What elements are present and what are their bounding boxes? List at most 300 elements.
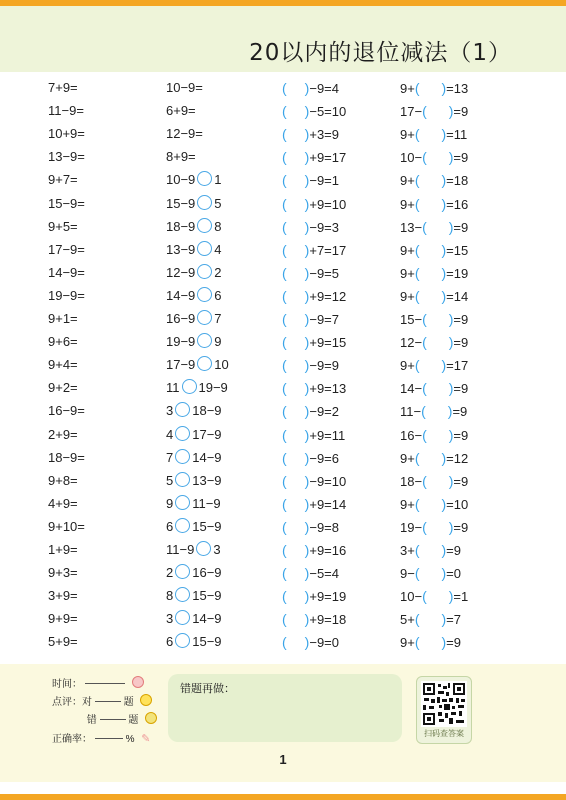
expression-col1: 9+9= bbox=[48, 611, 78, 626]
exercise-row bbox=[0, 147, 566, 167]
comparison-left: 17−9 bbox=[166, 357, 196, 372]
equation-tail: )−9=0 bbox=[304, 634, 339, 650]
expression-col2 bbox=[166, 170, 222, 190]
comparison-left: 5 bbox=[166, 473, 174, 488]
exercise-row bbox=[0, 632, 566, 652]
accuracy-line bbox=[52, 730, 157, 748]
review-right-line bbox=[52, 694, 157, 712]
expression-col1: 1+9= bbox=[48, 542, 78, 557]
expression-col1: 14−9= bbox=[48, 265, 85, 280]
expression-col2 bbox=[166, 425, 222, 445]
expression-col3 bbox=[282, 217, 339, 238]
compare-circle-blank[interactable] bbox=[175, 426, 190, 441]
expression-col4 bbox=[400, 286, 468, 307]
equation-tail: )=9 bbox=[448, 334, 469, 350]
equation-head: 12−( bbox=[400, 334, 427, 350]
equation-head: 9+( bbox=[400, 242, 420, 258]
comparison-left: 12−9 bbox=[166, 265, 196, 280]
equation-tail: )+9=16 bbox=[304, 542, 347, 558]
compare-circle-blank[interactable] bbox=[175, 610, 190, 625]
expression-col1: 9+2= bbox=[48, 380, 78, 395]
comparison-right: 10 bbox=[214, 357, 229, 372]
expression-col3 bbox=[282, 632, 339, 653]
exercise-row bbox=[0, 609, 566, 629]
exercise-row bbox=[0, 563, 566, 583]
answer-blank[interactable]: ( bbox=[282, 473, 287, 489]
answer-blank[interactable]: ( bbox=[282, 450, 287, 466]
equation-tail: )+3=9 bbox=[304, 126, 339, 142]
answer-blank[interactable]: ( bbox=[282, 634, 287, 650]
expression-col3 bbox=[282, 609, 346, 630]
equation-tail: )=9 bbox=[448, 427, 469, 443]
equation-tail: )=10 bbox=[441, 496, 469, 512]
expression-col2 bbox=[166, 101, 196, 121]
exercise-row bbox=[0, 263, 566, 283]
compare-circle-blank[interactable] bbox=[175, 518, 190, 533]
comparison-left: 18−9 bbox=[166, 219, 196, 234]
comparison-left: 11 bbox=[166, 380, 180, 395]
page-number: 1 bbox=[279, 752, 287, 767]
equation-tail: )+9=10 bbox=[304, 196, 347, 212]
compare-circle-blank[interactable] bbox=[197, 333, 212, 348]
expression-col4 bbox=[400, 471, 468, 492]
equation-head: 18−( bbox=[400, 473, 427, 489]
equation-tail: )−9=10 bbox=[304, 473, 347, 489]
equation-head: 19−( bbox=[400, 519, 427, 535]
expression-col2 bbox=[166, 632, 222, 652]
expression-col2 bbox=[166, 147, 196, 167]
expression-col3 bbox=[282, 240, 346, 261]
expression-col4 bbox=[400, 263, 468, 284]
equation-tail: )+9=11 bbox=[304, 427, 346, 443]
equation-tail: )−9=4 bbox=[304, 80, 339, 96]
expression-col3 bbox=[282, 309, 339, 330]
comparison-left: 12−9= bbox=[166, 126, 203, 141]
expression-col2 bbox=[166, 194, 222, 214]
compare-circle-blank[interactable] bbox=[175, 449, 190, 464]
answer-blank[interactable]: ( bbox=[282, 403, 287, 419]
answer-blank[interactable]: ( bbox=[282, 427, 287, 443]
compare-circle-blank[interactable] bbox=[175, 402, 190, 417]
review-wrong-line bbox=[52, 712, 157, 730]
answer-blank[interactable]: ( bbox=[282, 149, 287, 165]
equation-tail: )=1 bbox=[448, 588, 469, 604]
equation-head: 5+( bbox=[400, 611, 420, 627]
exercise-row bbox=[0, 378, 566, 398]
equation-tail: )=9 bbox=[448, 380, 469, 396]
time-blank[interactable] bbox=[85, 682, 125, 684]
comparison-left: 10−9 bbox=[166, 172, 196, 187]
equation-tail: )=7 bbox=[441, 611, 461, 627]
equation-head: 9+( bbox=[400, 172, 420, 188]
expression-col3 bbox=[282, 332, 346, 353]
expression-col1: 9+6= bbox=[48, 334, 78, 349]
exercise-row bbox=[0, 471, 566, 491]
expression-col3 bbox=[282, 101, 346, 122]
expression-col3 bbox=[282, 448, 339, 469]
compare-circle-blank[interactable] bbox=[197, 195, 212, 210]
expression-col2 bbox=[166, 448, 222, 468]
compare-circle-blank[interactable] bbox=[196, 541, 211, 556]
equation-head: 9+( bbox=[400, 126, 420, 142]
smile-icon bbox=[140, 694, 152, 706]
comparison-left: 4 bbox=[166, 427, 174, 442]
equation-head: 17−( bbox=[400, 103, 427, 119]
equation-head: 9+( bbox=[400, 265, 420, 281]
stats-block bbox=[52, 676, 157, 748]
equation-tail: )+9=19 bbox=[304, 588, 347, 604]
equation-tail: )=13 bbox=[441, 80, 469, 96]
sad-face-icon bbox=[145, 712, 157, 724]
equation-tail: )−5=10 bbox=[304, 103, 347, 119]
expression-col2 bbox=[166, 263, 222, 283]
equation-head: 16−( bbox=[400, 427, 427, 443]
equation-tail: )=9 bbox=[447, 403, 468, 419]
equation-tail: )=0 bbox=[441, 565, 461, 581]
compare-circle-blank[interactable] bbox=[197, 287, 212, 302]
expression-col1: 9+4= bbox=[48, 357, 78, 372]
expression-col2 bbox=[166, 563, 222, 583]
expression-col4 bbox=[400, 147, 468, 168]
expression-col1: 7+9= bbox=[48, 80, 78, 95]
equation-tail: )=14 bbox=[441, 288, 469, 304]
expression-col2 bbox=[166, 586, 222, 606]
expression-col4 bbox=[400, 401, 467, 422]
expression-col3 bbox=[282, 170, 339, 191]
equation-tail: )=9 bbox=[448, 149, 469, 165]
expression-col4 bbox=[400, 563, 461, 584]
expression-col4 bbox=[400, 240, 468, 261]
expression-col3 bbox=[282, 563, 339, 584]
expression-col3 bbox=[282, 471, 346, 492]
answer-blank[interactable]: ( bbox=[282, 126, 287, 142]
equation-head: 15−( bbox=[400, 311, 427, 327]
equation-head: 9+( bbox=[400, 80, 420, 96]
expression-col4 bbox=[400, 332, 468, 353]
expression-col4 bbox=[400, 101, 468, 122]
compare-circle-blank[interactable] bbox=[197, 171, 212, 186]
wrong-unit: 题 bbox=[128, 715, 139, 726]
equation-head: 10−( bbox=[400, 149, 427, 165]
exercise-row bbox=[0, 217, 566, 237]
answer-blank[interactable]: ( bbox=[282, 80, 287, 96]
expression-col1: 4+9= bbox=[48, 496, 78, 511]
exercise-row bbox=[0, 517, 566, 537]
expression-col2 bbox=[166, 540, 221, 560]
expression-col2 bbox=[166, 609, 222, 629]
expression-col2 bbox=[166, 471, 222, 491]
comparison-left: 8 bbox=[166, 588, 174, 603]
answer-blank[interactable]: ( bbox=[282, 611, 287, 627]
expression-col2 bbox=[166, 286, 222, 306]
comparison-right: 13−9 bbox=[192, 473, 222, 488]
expression-col1: 15−9= bbox=[48, 196, 85, 211]
bottom-orange-bar bbox=[0, 794, 566, 800]
answer-blank[interactable]: ( bbox=[282, 172, 287, 188]
expression-col4 bbox=[400, 194, 468, 215]
comparison-right: 1 bbox=[214, 172, 222, 187]
equation-head: 9−( bbox=[400, 565, 420, 581]
equation-head: 9+( bbox=[400, 496, 420, 512]
expression-col1: 19−9= bbox=[48, 288, 85, 303]
expression-col1: 3+9= bbox=[48, 588, 78, 603]
answer-blank[interactable]: ( bbox=[282, 519, 287, 535]
answer-blank[interactable]: ( bbox=[282, 311, 287, 327]
expression-col2 bbox=[166, 240, 222, 260]
equation-head: 9+( bbox=[400, 288, 420, 304]
compare-circle-blank[interactable] bbox=[175, 633, 190, 648]
compare-circle-blank[interactable] bbox=[197, 218, 212, 233]
exercise-row bbox=[0, 540, 566, 560]
expression-col1: 16−9= bbox=[48, 403, 85, 418]
equation-tail: )=9 bbox=[441, 542, 461, 558]
comparison-right: 8 bbox=[214, 219, 222, 234]
equation-tail: )−5=4 bbox=[304, 565, 339, 581]
exercise-row bbox=[0, 494, 566, 514]
qr-code-box[interactable] bbox=[416, 676, 472, 744]
expression-col4 bbox=[400, 217, 468, 238]
equation-tail: )+9=18 bbox=[304, 611, 347, 627]
expression-col3 bbox=[282, 494, 346, 515]
equation-tail: )+9=13 bbox=[304, 380, 347, 396]
equation-tail: )+7=17 bbox=[304, 242, 347, 258]
equation-head: 3+( bbox=[400, 542, 420, 558]
equation-head: 9+( bbox=[400, 450, 420, 466]
expression-col1: 9+10= bbox=[48, 519, 85, 534]
comparison-right: 11−9 bbox=[192, 496, 221, 511]
equation-tail: )−9=8 bbox=[304, 519, 339, 535]
redo-label: 错题再做： bbox=[180, 683, 235, 695]
comparison-right: 15−9 bbox=[192, 519, 222, 534]
comparison-right: 14−9 bbox=[192, 450, 222, 465]
comparison-left: 3 bbox=[166, 403, 174, 418]
equation-tail: )+9=15 bbox=[304, 334, 347, 350]
wrong-label: 错 bbox=[86, 715, 97, 726]
comparison-left: 13−9 bbox=[166, 242, 196, 257]
comparison-right: 19−9 bbox=[198, 380, 228, 395]
expression-col3 bbox=[282, 355, 339, 376]
expression-col3 bbox=[282, 517, 339, 538]
expression-col3 bbox=[282, 286, 346, 307]
expression-col2 bbox=[166, 494, 221, 514]
answer-blank[interactable]: ( bbox=[282, 265, 287, 281]
exercise-row bbox=[0, 240, 566, 260]
expression-col2 bbox=[166, 517, 222, 537]
qr-code-icon bbox=[421, 681, 467, 727]
comparison-right: 16−9 bbox=[192, 565, 222, 580]
equation-tail: )−9=5 bbox=[304, 265, 339, 281]
footer-panel bbox=[0, 664, 566, 782]
expression-col1: 9+5= bbox=[48, 219, 78, 234]
expression-col3 bbox=[282, 586, 346, 607]
equation-tail: )−9=6 bbox=[304, 450, 339, 466]
exercise-row bbox=[0, 194, 566, 214]
expression-col4 bbox=[400, 632, 461, 653]
expression-col2 bbox=[166, 78, 203, 98]
equation-tail: )+9=17 bbox=[304, 149, 347, 165]
equation-head: 9+( bbox=[400, 196, 420, 212]
exercise-row bbox=[0, 332, 566, 352]
expression-col3 bbox=[282, 78, 339, 99]
redo-box[interactable] bbox=[168, 674, 402, 742]
expression-col1: 13−9= bbox=[48, 149, 85, 164]
expression-col4 bbox=[400, 494, 468, 515]
equation-tail: )=9 bbox=[441, 634, 461, 650]
equation-tail: )=9 bbox=[448, 473, 469, 489]
answer-blank[interactable]: ( bbox=[282, 588, 287, 604]
comparison-left: 16−9 bbox=[166, 311, 196, 326]
equation-tail: )=17 bbox=[441, 357, 469, 373]
comparison-right: 4 bbox=[214, 242, 222, 257]
exercise-row bbox=[0, 425, 566, 445]
exercise-row bbox=[0, 401, 566, 421]
expression-col1: 2+9= bbox=[48, 427, 78, 442]
equation-tail: )=11 bbox=[441, 126, 468, 142]
answer-blank[interactable]: ( bbox=[282, 496, 287, 512]
exercise-row bbox=[0, 101, 566, 121]
expression-col1: 17−9= bbox=[48, 242, 85, 257]
expression-col3 bbox=[282, 194, 346, 215]
expression-col4 bbox=[400, 448, 468, 469]
equation-tail: )=9 bbox=[448, 519, 469, 535]
time-label: 时间： bbox=[52, 679, 82, 690]
expression-col1: 10+9= bbox=[48, 126, 85, 141]
compare-circle-blank[interactable] bbox=[197, 241, 212, 256]
answer-blank[interactable]: ( bbox=[282, 357, 287, 373]
compare-circle-blank[interactable] bbox=[175, 472, 190, 487]
pencil-icon: ✎ bbox=[141, 733, 151, 745]
equation-tail: )=16 bbox=[441, 196, 469, 212]
comparison-left: 14−9 bbox=[166, 288, 196, 303]
exercise-row bbox=[0, 124, 566, 144]
equation-head: 11−( bbox=[400, 403, 426, 419]
accuracy-label: 正确率： bbox=[52, 734, 92, 745]
answer-blank[interactable]: ( bbox=[282, 334, 287, 350]
equation-head: 9+( bbox=[400, 357, 420, 373]
exercise-row bbox=[0, 309, 566, 329]
comparison-left: 7 bbox=[166, 450, 174, 465]
exercise-row bbox=[0, 170, 566, 190]
compare-circle-blank[interactable] bbox=[197, 264, 212, 279]
comparison-left: 11−9 bbox=[166, 542, 195, 557]
answer-blank[interactable]: ( bbox=[282, 242, 287, 258]
percent-sign: % bbox=[125, 734, 135, 745]
equation-tail: )−9=9 bbox=[304, 357, 339, 373]
exercise-row bbox=[0, 286, 566, 306]
wrong-count-blank[interactable] bbox=[100, 718, 126, 720]
compare-circle-blank[interactable] bbox=[182, 379, 197, 394]
expression-col1: 9+7= bbox=[48, 172, 78, 187]
answer-blank[interactable]: ( bbox=[282, 288, 287, 304]
comparison-right: 15−9 bbox=[192, 634, 222, 649]
page-title: 20以内的退位减法（1） bbox=[249, 40, 512, 66]
expression-col3 bbox=[282, 401, 339, 422]
expression-col4 bbox=[400, 355, 468, 376]
expression-col4 bbox=[400, 540, 461, 561]
compare-circle-blank[interactable] bbox=[197, 310, 212, 325]
expression-col3 bbox=[282, 147, 346, 168]
expression-col4 bbox=[400, 609, 461, 630]
answer-blank[interactable]: ( bbox=[282, 565, 287, 581]
equation-tail: )=9 bbox=[448, 311, 469, 327]
expression-col3 bbox=[282, 425, 345, 446]
comparison-right: 15−9 bbox=[192, 588, 222, 603]
comparison-right: 5 bbox=[214, 196, 222, 211]
expression-col2 bbox=[166, 217, 222, 237]
expression-col1: 18−9= bbox=[48, 450, 85, 465]
qr-label: 扫码查答案 bbox=[424, 729, 464, 738]
equation-tail: )=9 bbox=[448, 103, 469, 119]
expression-col4 bbox=[400, 78, 468, 99]
equation-tail: )=12 bbox=[441, 450, 469, 466]
compare-circle-blank[interactable] bbox=[175, 587, 190, 602]
comparison-right: 7 bbox=[214, 311, 222, 326]
compare-circle-blank[interactable] bbox=[175, 564, 190, 579]
accuracy-blank[interactable] bbox=[95, 737, 123, 739]
equation-tail: )−9=7 bbox=[304, 311, 339, 327]
expression-col2 bbox=[166, 309, 222, 329]
compare-circle-blank[interactable] bbox=[175, 495, 190, 510]
equation-tail: )+9=12 bbox=[304, 288, 347, 304]
answer-blank[interactable]: ( bbox=[282, 542, 287, 558]
equation-tail: )=9 bbox=[448, 219, 469, 235]
right-count-blank[interactable] bbox=[95, 700, 121, 702]
expression-col2 bbox=[166, 124, 203, 144]
answer-blank[interactable]: ( bbox=[282, 196, 287, 212]
expression-col1: 9+3= bbox=[48, 565, 78, 580]
equation-tail: )−9=1 bbox=[304, 172, 339, 188]
expression-col4 bbox=[400, 586, 468, 607]
comparison-left: 6 bbox=[166, 519, 174, 534]
expression-col4 bbox=[400, 517, 468, 538]
expression-col1: 5+9= bbox=[48, 634, 78, 649]
comparison-left: 8+9= bbox=[166, 149, 196, 164]
expression-col3 bbox=[282, 540, 346, 561]
expression-col4 bbox=[400, 124, 467, 145]
exercise-row bbox=[0, 448, 566, 468]
comparison-right: 14−9 bbox=[192, 611, 222, 626]
exercise-row bbox=[0, 586, 566, 606]
comparison-right: 17−9 bbox=[192, 427, 222, 442]
comparison-right: 2 bbox=[214, 265, 222, 280]
comparison-left: 19−9 bbox=[166, 334, 196, 349]
answer-blank[interactable]: ( bbox=[282, 219, 287, 235]
comparison-left: 10−9= bbox=[166, 80, 203, 95]
comparison-left: 15−9 bbox=[166, 196, 196, 211]
expression-col3 bbox=[282, 124, 339, 145]
expression-col1: 9+8= bbox=[48, 473, 78, 488]
answer-blank[interactable]: ( bbox=[282, 380, 287, 396]
exercise-row bbox=[0, 78, 566, 98]
answer-blank[interactable]: ( bbox=[282, 103, 287, 119]
time-line bbox=[52, 676, 157, 694]
equation-head: 9+( bbox=[400, 634, 420, 650]
expression-col1: 9+1= bbox=[48, 311, 78, 326]
expression-col3 bbox=[282, 263, 339, 284]
comparison-right: 9 bbox=[214, 334, 222, 349]
expression-col4 bbox=[400, 378, 468, 399]
equation-tail: )−9=2 bbox=[304, 403, 339, 419]
equation-tail: )=19 bbox=[441, 265, 469, 281]
clock-icon bbox=[132, 676, 144, 688]
exercise-row bbox=[0, 355, 566, 375]
expression-col1: 11−9= bbox=[48, 103, 84, 118]
equation-head: 14−( bbox=[400, 380, 427, 396]
comparison-left: 2 bbox=[166, 565, 174, 580]
equation-tail: )=18 bbox=[441, 172, 469, 188]
comparison-right: 6 bbox=[214, 288, 222, 303]
compare-circle-blank[interactable] bbox=[197, 356, 212, 371]
